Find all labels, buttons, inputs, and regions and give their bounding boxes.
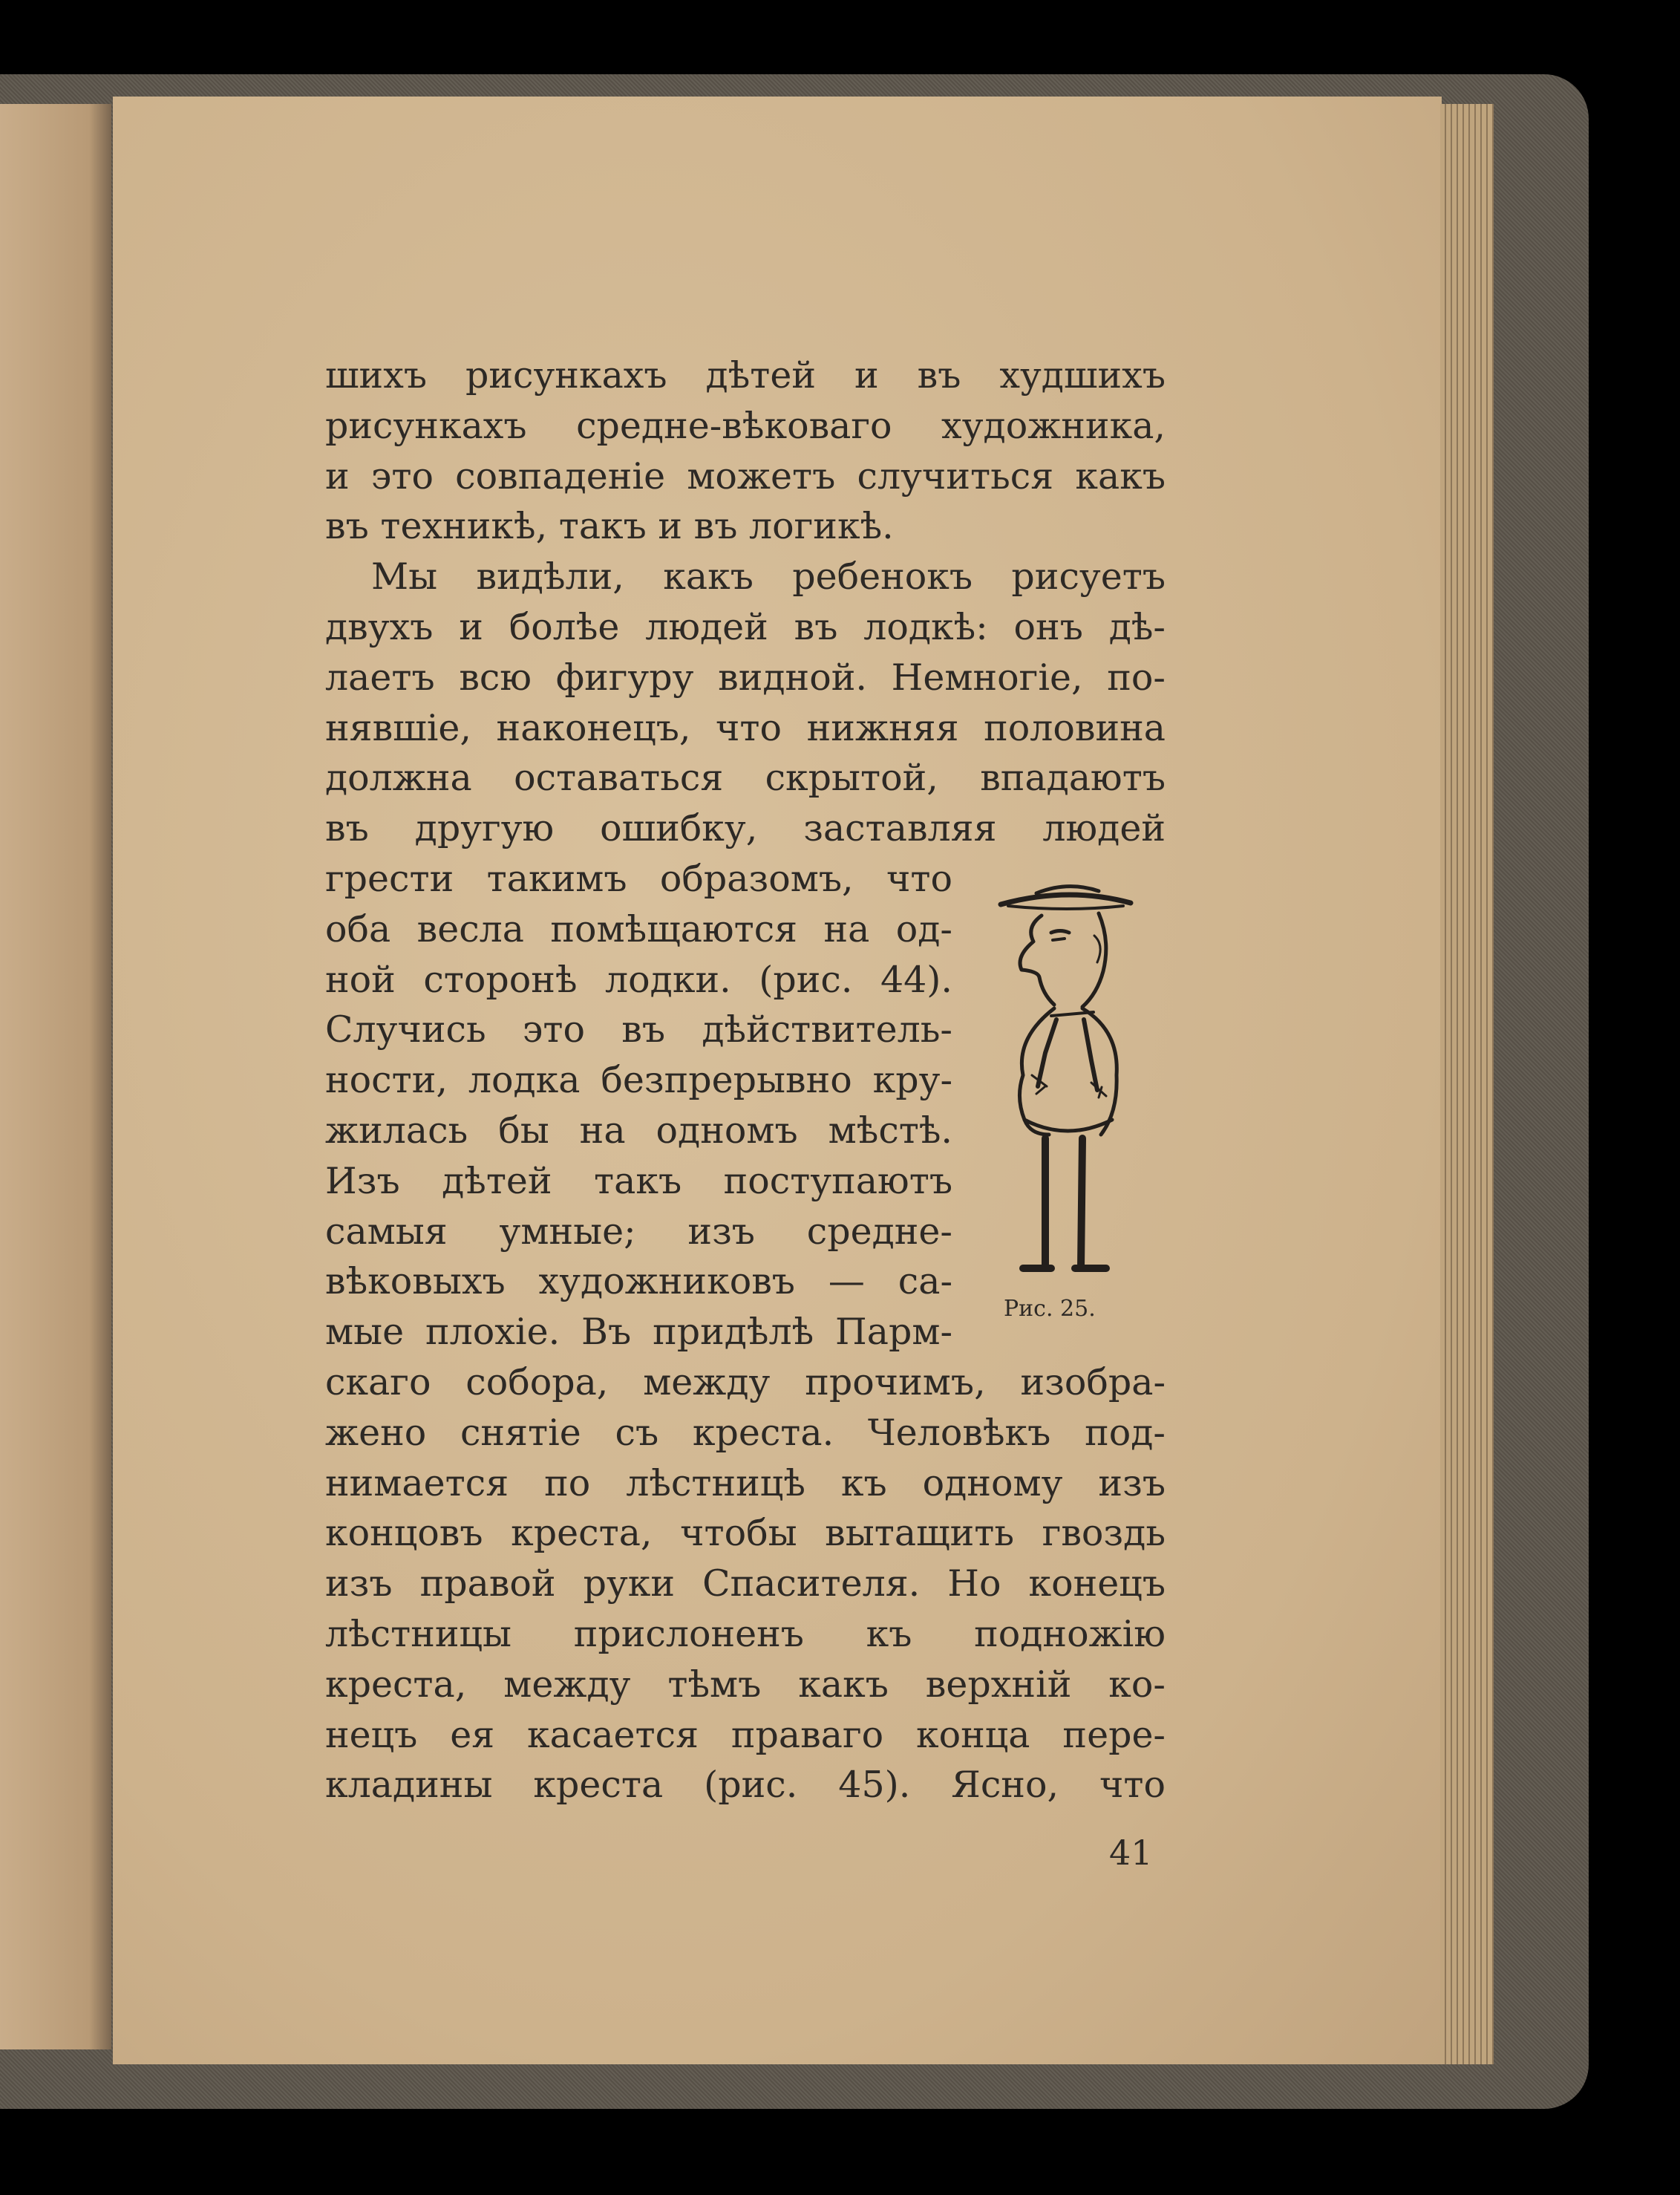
paragraph-start-line: Мы видѣли, какъ ребенокъ рисуетъ — [371, 555, 1166, 599]
text-line: шихъ рисункахъ дѣтей и въ худшихъ — [325, 354, 1166, 397]
text-line: жилась бы на одномъ мѣстѣ. — [325, 1109, 952, 1152]
text-line: должна оставаться скрытой, впадаютъ — [325, 757, 1166, 800]
text-line: скаго собора, между прочимъ, изобра- — [325, 1360, 1166, 1403]
text-line: въ другую ошибку, заставляя людей — [325, 807, 1166, 850]
text-line: креста, между тѣмъ какъ верхній ко- — [325, 1663, 1166, 1706]
text-line: жено снятіе съ креста. Человѣкъ под- — [325, 1411, 1166, 1454]
text-line: кладины креста (рис. 45). Ясно, что — [325, 1764, 1166, 1807]
text-line: и это совпаденіе можетъ случиться какъ — [325, 454, 1166, 498]
man-in-hat-illustration — [971, 875, 1157, 1335]
text-line: Случись это въ дѣйствитель- — [325, 1008, 952, 1051]
text-line: Изъ дѣтей такъ поступаютъ — [325, 1159, 952, 1202]
text-line: нявшіе, наконецъ, что нижняя половина — [325, 706, 1166, 749]
page-block-edges — [1440, 104, 1494, 2064]
text-line: ности, лодка безпрерывно кру- — [325, 1059, 952, 1102]
figure-caption: Рис. 25. — [1004, 1296, 1096, 1322]
text-line: мые плохіе. Въ придѣлѣ Парм- — [325, 1311, 952, 1354]
text-line: нецъ ея касается праваго конца пере- — [325, 1713, 1166, 1756]
text-line: самыя умные; изъ средне- — [325, 1210, 952, 1253]
text-line: рисункахъ средне-вѣковаго художника, — [325, 404, 1166, 447]
text-line: двухъ и болѣе людей въ лодкѣ: онъ дѣ- — [325, 605, 1166, 648]
text-line: въ техникѣ, такъ и въ логикѣ. — [325, 505, 894, 548]
text-line: лѣстницы прислоненъ къ подножію — [325, 1612, 1166, 1655]
text-line: концовъ креста, чтобы вытащить гвоздь — [325, 1512, 1166, 1555]
left-page-edge — [0, 104, 111, 2049]
text-line: грести такимъ образомъ, что — [325, 857, 952, 900]
text-line: оба весла помѣщаются на од- — [325, 907, 952, 950]
text-line: ной сторонѣ лодки. (рис. 44). — [325, 958, 952, 1001]
text-line: изъ правой руки Спасителя. Но конецъ — [325, 1562, 1166, 1605]
text-line: лаетъ всю фигуру видной. Немногіе, по- — [325, 656, 1166, 699]
text-line: вѣковыхъ художниковъ — са- — [325, 1260, 952, 1303]
text-line: нимается по лѣстницѣ къ одному изъ — [325, 1461, 1166, 1504]
page-number: 41 — [1109, 1833, 1153, 1873]
